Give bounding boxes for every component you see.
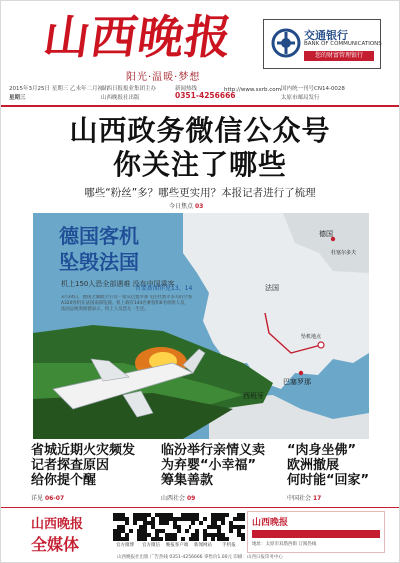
- story-page-ref: [287, 493, 321, 502]
- qr-code-icon[interactable]: [165, 513, 193, 541]
- story-fires[interactable]: [31, 443, 141, 501]
- story-page-ref: [31, 493, 64, 502]
- bank-name-en: BANK OF COMMUNICATIONS: [304, 41, 382, 47]
- footer-brand-media: 全媒体: [31, 535, 80, 554]
- distribution-line: 太原市邮局发行: [281, 95, 320, 101]
- bank-name: 交通银行: [304, 29, 348, 42]
- newspaper-slogan: 阳光·温暖·梦想: [126, 72, 201, 83]
- story-line: 给你提个醒: [31, 473, 97, 488]
- feature-photo: [33, 213, 369, 439]
- masthead-rule: [1, 105, 399, 107]
- issue-weekday: 星期三: [9, 95, 26, 101]
- map-label-barcelona: 巴塞罗那: [283, 378, 311, 386]
- qr-code-label: 官方微信: [142, 543, 160, 548]
- story-page-ref: [161, 493, 195, 502]
- story-line: 记者探查原因: [31, 458, 110, 473]
- masthead: [1, 1, 399, 107]
- lead-subtitle: 哪些“粉丝”多？哪些更实用？本报记者进行了梳理: [84, 187, 316, 199]
- story-ref-label: 中国社会: [287, 495, 312, 502]
- website-url: http://www.sxrb.com: [224, 87, 281, 93]
- lead-page-ref: [169, 201, 239, 211]
- story-line: 何时能“回家”: [287, 473, 370, 488]
- story-line: 为弃婴“小幸福”: [161, 458, 257, 473]
- bank-advert: [263, 19, 381, 69]
- bank-slogan: 您的财富管理银行: [304, 51, 374, 61]
- qr-code-label: 手机报: [222, 543, 236, 548]
- footer-ad-bar: [252, 530, 380, 538]
- story-ref-page: 06-07: [44, 495, 65, 502]
- edition-info: [9, 83, 391, 105]
- qr-code-icon[interactable]: [139, 513, 167, 541]
- feature-body: 3月24日，德国之翼航空公司一架从巴塞罗那飞往杜塞尔多夫的空客A320客机在法国南部坠毁。机上载有144名乘客和6名机组人员，法国总统奥朗德表示，机上人员恐无一生还。: [61, 295, 193, 312]
- qr-code-icon[interactable]: [217, 513, 245, 541]
- story-ref-page: 17: [312, 495, 322, 502]
- feature-page-ref: 首要新闻详见13、14: [135, 285, 193, 292]
- bank-logo-icon: [271, 26, 301, 60]
- map-label-crash: 坠机地点: [301, 334, 322, 340]
- footer-ad-text: 地址：太原市双塔西街 订阅热线: [252, 542, 317, 547]
- story-ref-label: 详见: [31, 495, 44, 502]
- lead-ref-page: 03: [194, 203, 204, 210]
- map-label-france: 法国: [265, 284, 279, 292]
- story-ref-page: 09: [186, 495, 196, 502]
- footer-brand: 山西晚报: [31, 517, 84, 532]
- publisher-line-2: 山西晚报社出版: [101, 95, 140, 101]
- story-charity[interactable]: [161, 443, 271, 501]
- footer-advert: [247, 511, 385, 553]
- story-line: 欧洲撤展: [287, 458, 340, 473]
- qr-code-icon[interactable]: [113, 513, 141, 541]
- lead-ref-label: 今日焦点: [169, 203, 194, 210]
- qr-code-label: 新闻网站: [194, 543, 212, 548]
- footer-rule: [1, 507, 399, 508]
- lead-headline-line-1: 山西政务微信公众号: [69, 114, 331, 147]
- story-buddha[interactable]: [287, 443, 387, 501]
- hotline-label: 新闻热线: [175, 86, 198, 92]
- newspaper-title: 山西晚报: [40, 10, 236, 64]
- lead-headline-line-2: 你关注了哪些: [112, 148, 287, 181]
- footer-ad-brand: 山西晚报: [252, 518, 289, 528]
- map-label-germany: 德国: [319, 230, 333, 238]
- story-ref-label: 山西社会: [161, 495, 186, 502]
- feature-headline: [59, 223, 179, 279]
- map-label-duesseldorf: 杜塞尔多夫: [331, 250, 357, 256]
- story-line: 省城近期火灾频发: [31, 443, 136, 458]
- qr-code-label: 官方微博: [116, 543, 134, 548]
- feature-headline-2: 坠毁法国: [59, 250, 139, 274]
- feature-subhead: 机上150人恐全部遇难 没有中国乘客: [61, 280, 175, 288]
- registration-line: 国内统一刊号CN14-0028: [281, 86, 345, 92]
- qr-code-icon[interactable]: [191, 513, 219, 541]
- footer-imprint: 山西晚报社出版 广告热线 0351-4256666 零售价1.00元 印刷：山西日报印务中心: [117, 555, 283, 560]
- hotline-number: 0351-4256666: [175, 91, 236, 100]
- story-line: 筹集善款: [161, 473, 214, 488]
- qr-code-label: 晚报客户端: [165, 543, 189, 548]
- map-label-spain: 西班牙: [243, 392, 264, 400]
- issue-date: 2015年3月25日 星期三 乙未年二月初六: [9, 86, 109, 92]
- publisher-line: 山西日报报业集团主办: [101, 86, 157, 92]
- feature-headline-1: 德国客机: [59, 224, 139, 248]
- story-line: “肉身坐佛”: [287, 443, 357, 458]
- story-line: 临汾举行亲情义卖: [161, 443, 266, 458]
